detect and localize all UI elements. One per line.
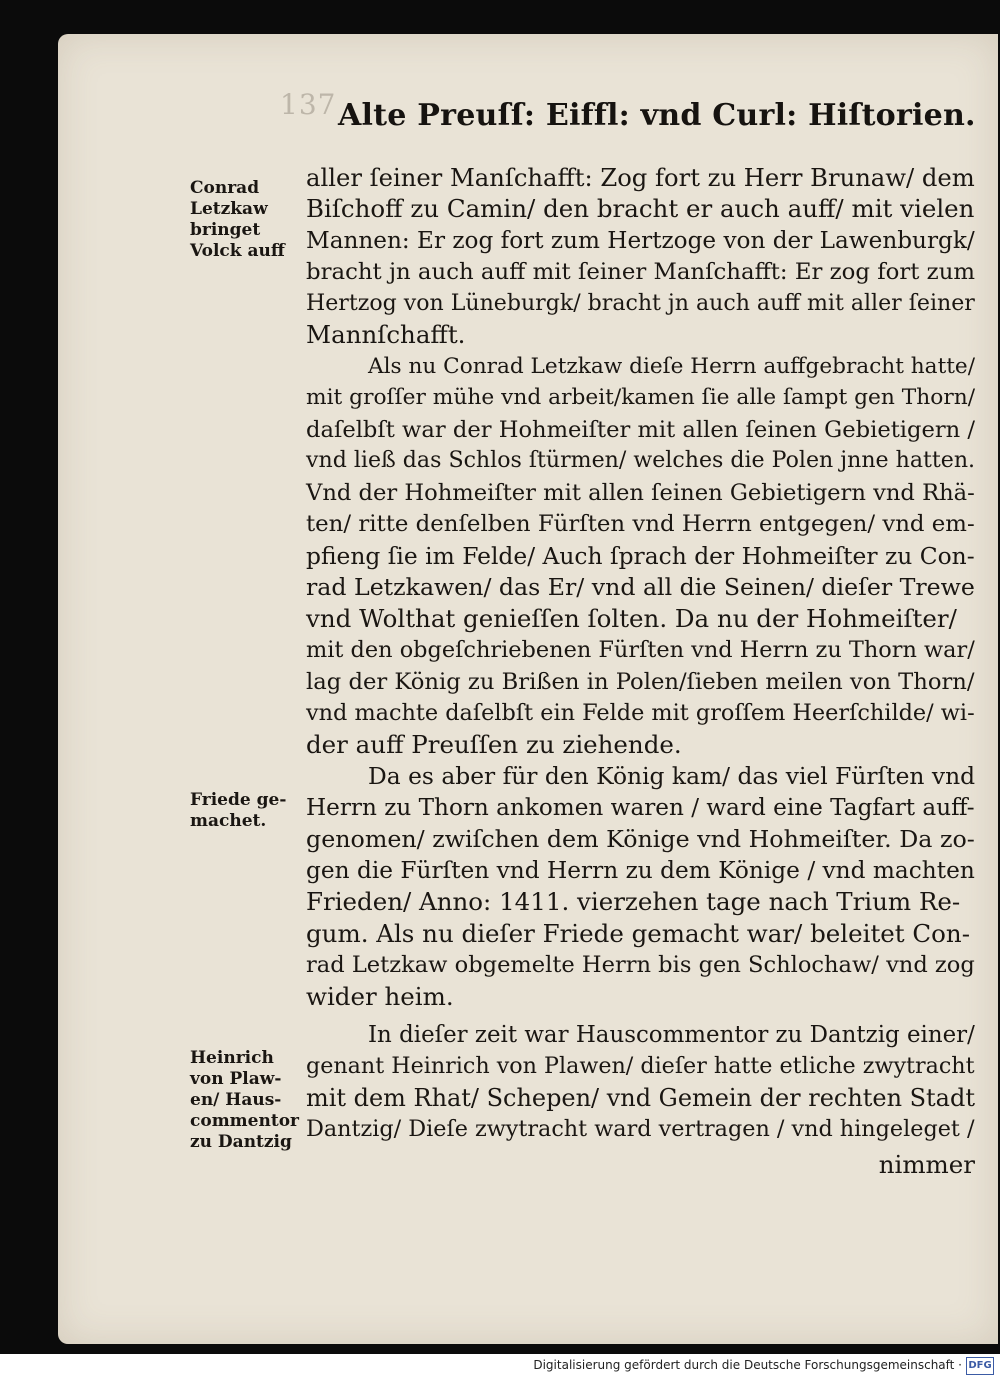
text-line: Dantzig/ Dieſe zwytracht ward vertragen / vnd hingeleget /	[306, 1116, 975, 1142]
text-line: vnd machte daſelbſt ein Felde mit groſſem Heerſchilde/ wi-	[306, 700, 975, 726]
text-line: ten/ ritte denſelben Fürſten vnd Herrn entgegen/ vnd em-	[306, 511, 975, 537]
funding-credit: Digitalisierung gefördert durch die Deutsche Forschungsgemeinschaft ·	[533, 1358, 962, 1372]
text-line: Hertzog von Lüneburgk/ bracht jn auch auff mit aller ſeiner	[306, 291, 975, 316]
text-line: wider heim.	[306, 982, 454, 1011]
text-line: Mannen: Er zog fort zum Hertzoge von der Lawenburgk/	[306, 228, 975, 254]
text-line: Herrn zu Thorn ankomen waren / ward eine Tagfart auff-	[306, 795, 975, 821]
text-line: gum. Als nu dieſer Friede gemacht war/ beleitet Con-	[306, 919, 970, 948]
text-line: vnd ließ das Schlos ſtürmen/ welches die Polen jnne hatten.	[306, 448, 976, 473]
text-line: vnd Wolthat genieſſen ſolten. Da nu der Hohmeiſter/	[306, 604, 957, 633]
page-number: 137	[280, 88, 337, 121]
running-head: Alte Preuſſ: Eiffl: vnd Curl: Hiſtorien.	[338, 98, 976, 133]
text-line: der auff Preuſſen zu ziehende.	[306, 730, 682, 759]
text-line: Mannſchafft.	[306, 320, 466, 349]
text-line: Als nu Conrad Letzkaw dieſe Herrn auffgebracht hatte/	[368, 354, 976, 379]
text-line: pfieng ſie im Felde/ Auch ſprach der Hohmeiſter zu Con-	[306, 542, 975, 570]
text-line: gen die Fürſten vnd Herrn zu dem Könige / vnd machten	[306, 857, 975, 884]
text-line: rad Letzkawen/ das Er/ vnd all die Seinen/ dieſer Trewe	[306, 573, 975, 601]
margin-note-3: Heinrich von Plaw-en/ Haus-commentor zu Dantzig	[190, 1048, 299, 1152]
text-line: Da es aber für den König kam/ das viel Fürſten vnd	[368, 762, 976, 790]
text-line: rad Letzkaw obgemelte Herrn bis gen Schlochaw/ vnd zog	[306, 952, 975, 978]
margin-note-2: Friede ge-machet.	[190, 790, 287, 831]
text-line: Vnd der Hohmeiſter mit allen ſeinen Gebietigern vnd Rhä-	[306, 480, 975, 506]
text-line: genant Heinrich von Plawen/ dieſer hatte etliche zwytracht	[306, 1053, 975, 1079]
margin-note-1: Conrad Letzkaw bringet Volck auff	[190, 178, 285, 261]
text-line: mit dem Rhat/ Schepen/ vnd Gemein der rechten Stadt	[306, 1084, 975, 1112]
dfg-logo: DFG	[966, 1357, 994, 1375]
catchword: nimmer	[878, 1150, 975, 1179]
text-line: genomen/ zwiſchen dem Könige vnd Hohmeiſter. Da zo-	[306, 825, 975, 853]
text-line: daſelbſt war der Hohmeiſter mit allen ſeinen Gebietigern /	[306, 417, 976, 443]
text-line: In dieſer zeit war Hauscommentor zu Dantzig einer/	[368, 1022, 975, 1048]
text-line: lag der König zu Brißen in Polen/ſieben meilen von Thorn/	[306, 669, 975, 695]
text-line: mit groſſer mühe vnd arbeit/kamen ſie alle ſampt gen Thorn/	[306, 385, 976, 410]
text-line: Frieden/ Anno: 1411. vierzehen tage nach Trium Re-	[306, 887, 961, 916]
text-line: mit den obgeſchriebenen Fürſten vnd Herrn zu Thorn war/	[306, 637, 975, 663]
footer-bar	[0, 1354, 1000, 1380]
text-line: Biſchoff zu Camin/ den bracht er auch auff/ mit vielen	[306, 194, 975, 223]
text-line: bracht jn auch auff mit ſeiner Manſchafft: Er zog fort zum	[306, 259, 975, 285]
text-line: aller ſeiner Manſchafft: Zog fort zu Herr Brunaw/ dem	[306, 163, 975, 192]
